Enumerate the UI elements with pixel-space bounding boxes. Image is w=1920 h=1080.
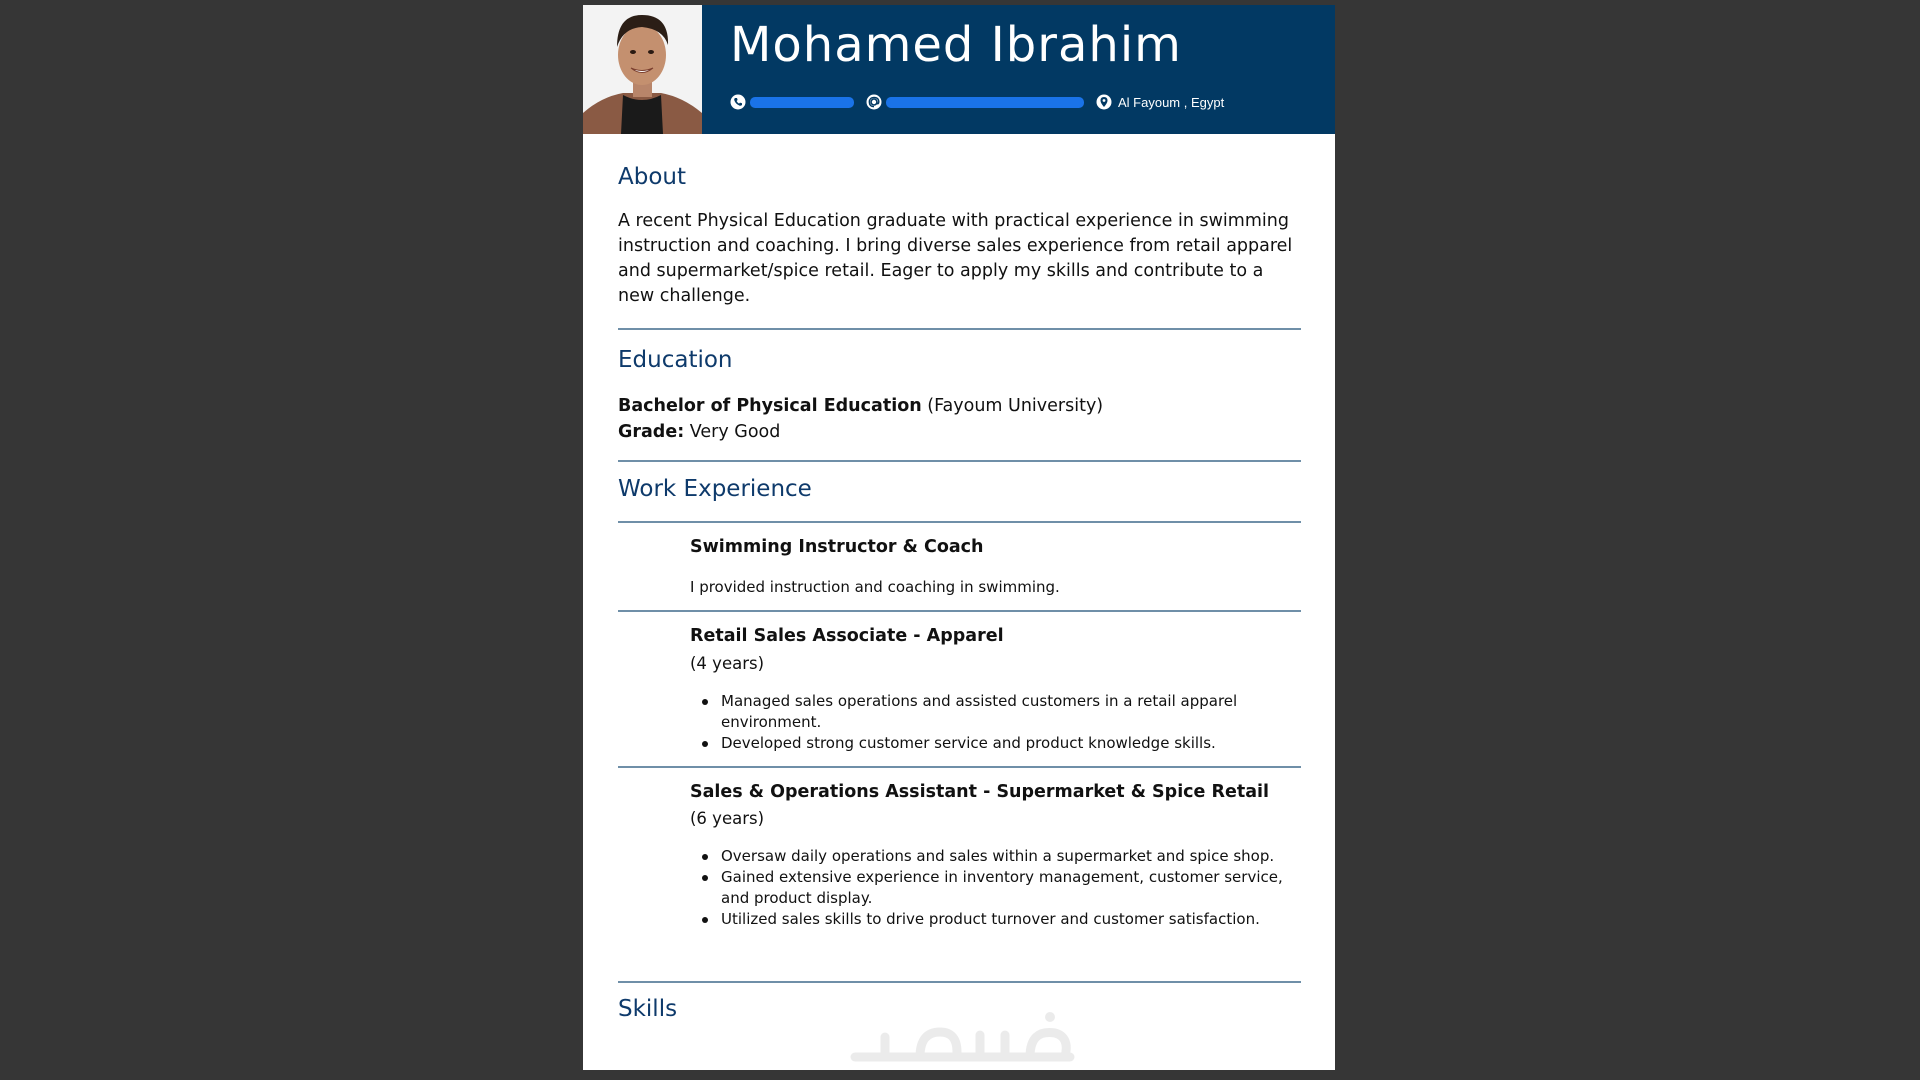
contact-email [866, 94, 1084, 110]
watermark-logo [845, 1007, 1085, 1067]
job-divider [618, 766, 1301, 768]
work-heading: Work Experience [618, 476, 812, 502]
grade-label: Grade: [618, 422, 685, 442]
job-bullets [690, 846, 1290, 930]
section-divider [618, 460, 1301, 462]
candidate-name: Mohamed Ibrahim [730, 17, 1182, 73]
job-duration: (4 years) [690, 654, 765, 673]
location-text: Al Fayoum , Egypt [1118, 94, 1225, 110]
section-divider [618, 328, 1301, 330]
grade-line [618, 422, 780, 442]
contact-bar [730, 91, 1236, 113]
job-bullets [690, 691, 1290, 754]
job-title: Retail Sales Associate - Apparel [690, 626, 1004, 646]
job-description: I provided instruction and coaching in swimming. [690, 578, 1060, 596]
contact-phone [730, 94, 854, 110]
redacted-email [886, 97, 1084, 108]
list-item: Gained extensive experience in inventory management, customer service, and product display. [690, 867, 1290, 909]
resume-header [583, 5, 1335, 134]
section-divider [618, 981, 1301, 983]
redacted-phone [750, 97, 854, 108]
list-item: Developed strong customer service and product knowledge skills. [690, 733, 1290, 754]
list-item: Utilized sales skills to drive product turnover and customer satisfaction. [690, 909, 1290, 930]
job-duration: (6 years) [690, 809, 765, 828]
job-divider [618, 610, 1301, 612]
location-pin-icon [1096, 94, 1112, 110]
section-divider [618, 521, 1301, 523]
email-icon [866, 94, 882, 110]
resume-page [583, 5, 1335, 1070]
profile-photo [583, 5, 702, 134]
phone-icon [730, 94, 746, 110]
contact-location [1096, 94, 1224, 110]
about-text: A recent Physical Education graduate with practical experience in swimming instruction and coaching. I bring diverse sales experience from retail apparel and supermarket/spice retail. Eager to apply my skills and contribute to a new challenge. [618, 211, 1293, 306]
grade-value: Very Good [689, 422, 781, 442]
degree-name: Bachelor of Physical Education [618, 396, 922, 416]
about-heading: About [618, 164, 687, 190]
institution: (Fayoum University) [927, 396, 1104, 416]
skills-heading: Skills [618, 996, 678, 1022]
degree-line [618, 396, 1103, 416]
list-item: Oversaw daily operations and sales within a supermarket and spice shop. [690, 846, 1290, 867]
list-item: Managed sales operations and assisted customers in a retail apparel environment. [690, 691, 1290, 733]
job-title: Sales & Operations Assistant - Supermarket & Spice Retail [690, 782, 1270, 802]
job-title: Swimming Instructor & Coach [690, 537, 984, 557]
education-heading: Education [618, 347, 733, 373]
